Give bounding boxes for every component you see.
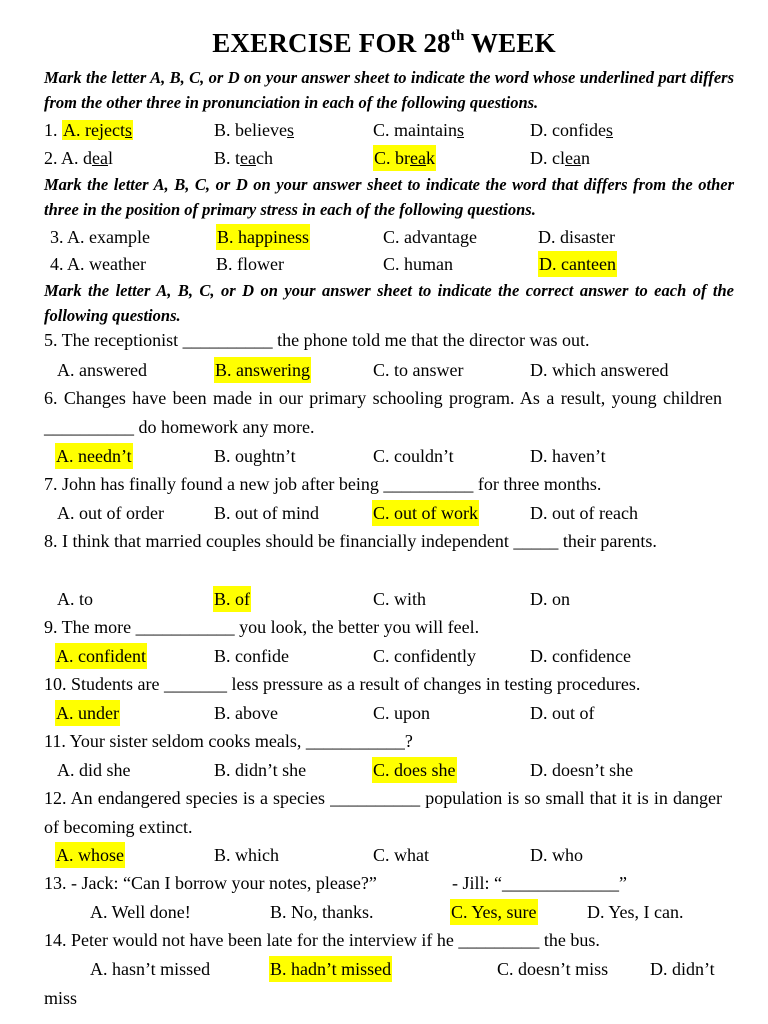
question-6-text: 6. Changes have been made in our primary schooling program. As a result, young children __________ do homework any more. [44, 388, 722, 437]
question-11-options [0, 757, 768, 783]
option-1b[interactable]: B. believes [214, 120, 294, 140]
option-14d[interactable]: D. didn’t [650, 959, 715, 979]
question-10-options [0, 700, 768, 726]
instruction-pronunciation: Mark the letter A, B, C, or D on your answer sheet to indicate the word whose underlined part differs from the other three in pronunciation in each of the following questions. [44, 68, 734, 112]
option-2a[interactable]: 2. A. deal [44, 148, 114, 168]
question-9-text: 9. The more ___________ you look, the better you will feel. [44, 617, 480, 637]
option-13d[interactable]: D. Yes, I can. [587, 902, 684, 922]
question-13-jill: - Jill: “_____________” [452, 873, 627, 893]
option-2c[interactable]: C. break [373, 145, 436, 171]
option-3d[interactable]: D. disaster [538, 227, 615, 247]
option-12c[interactable]: C. what [373, 845, 429, 865]
option-4d[interactable]: D. canteen [538, 251, 617, 277]
question-13-options [0, 899, 768, 925]
option-4b[interactable]: B. flower [216, 254, 284, 274]
question-2 [0, 145, 768, 171]
option-13b[interactable]: B. No, thanks. [270, 902, 374, 922]
option-7b[interactable]: B. out of mind [214, 503, 320, 523]
option-9d[interactable]: D. confidence [530, 646, 631, 666]
question-4 [0, 251, 768, 277]
question-5-text: 5. The receptionist __________ the phone told me that the director was out. [44, 330, 590, 350]
option-3c[interactable]: C. advantage [383, 227, 477, 247]
option-13c[interactable]: C. Yes, sure [450, 899, 538, 925]
option-14c[interactable]: C. doesn’t miss [497, 959, 609, 979]
option-8a[interactable]: A. to [57, 589, 93, 609]
question-7-text: 7. John has finally found a new job after being __________ for three months. [44, 474, 602, 494]
option-12a[interactable]: A. whose [55, 842, 125, 868]
option-7d[interactable]: D. out of reach [530, 503, 638, 523]
question-1 [0, 117, 768, 143]
option-14d-continued: miss [44, 988, 78, 1008]
option-14a[interactable]: A. hasn’t missed [90, 959, 211, 979]
question-12-text: 12. An endangered species is a species __________ population is so small that it is in danger of becoming extinct. [44, 788, 722, 837]
question-13-jack: 13. - Jack: “Can I borrow your notes, please?” [44, 873, 377, 893]
option-2d[interactable]: D. clean [530, 148, 590, 168]
option-3a[interactable]: 3. A. example [50, 227, 150, 247]
question-5-options [0, 357, 768, 383]
question-13-text [0, 870, 768, 896]
option-11b[interactable]: B. didn’t she [214, 760, 307, 780]
question-14-text: 14. Peter would not have been late for the interview if he _________ the bus. [44, 930, 600, 950]
option-12d[interactable]: D. who [530, 845, 583, 865]
option-11a[interactable]: A. did she [57, 760, 131, 780]
option-10c[interactable]: C. upon [373, 703, 431, 723]
option-9b[interactable]: B. confide [214, 646, 289, 666]
option-9a[interactable]: A. confident [55, 643, 147, 669]
option-9c[interactable]: C. confidently [373, 646, 476, 666]
option-4c[interactable]: C. human [383, 254, 453, 274]
question-12-options [0, 842, 768, 868]
question-14-options [0, 956, 768, 982]
option-6c[interactable]: C. couldn’t [373, 446, 454, 466]
title-text-rest: WEEK [464, 28, 556, 58]
option-3b[interactable]: B. happiness [216, 224, 310, 250]
option-5a[interactable]: A. answered [57, 360, 147, 380]
option-8b[interactable]: B. of [213, 586, 251, 612]
option-11c[interactable]: C. does she [372, 757, 457, 783]
option-5b[interactable]: B. answering [214, 357, 311, 383]
option-6a[interactable]: A. needn’t [55, 443, 133, 469]
option-11d[interactable]: D. doesn’t she [530, 760, 634, 780]
option-1d[interactable]: D. confides [530, 120, 613, 140]
instruction-stress: Mark the letter A, B, C, or D on your answer sheet to indicate the word that differs from the other three in the position of primary stress in each of the following questions. [44, 175, 734, 219]
option-4a[interactable]: 4. A. weather [50, 254, 146, 274]
option-14b[interactable]: B. hadn’t missed [269, 956, 392, 982]
question-9-options [0, 643, 768, 669]
question-6-options [0, 443, 768, 469]
option-8d[interactable]: D. on [530, 589, 570, 609]
option-6b[interactable]: B. oughtn’t [214, 446, 296, 466]
option-10b[interactable]: B. above [214, 703, 278, 723]
option-7c[interactable]: C. out of work [372, 500, 479, 526]
question-3 [0, 224, 768, 250]
option-12b[interactable]: B. which [214, 845, 279, 865]
title-superscript: th [450, 28, 465, 44]
option-7a[interactable]: A. out of order [57, 503, 164, 523]
question-7-options [0, 500, 768, 526]
question-14-wrap [0, 985, 768, 1011]
option-5c[interactable]: C. to answer [373, 360, 464, 380]
option-6d[interactable]: D. haven’t [530, 446, 606, 466]
title-text: EXERCISE FOR 28 [212, 28, 451, 58]
option-5d[interactable]: D. which answered [530, 360, 669, 380]
option-1c[interactable]: C. maintains [373, 120, 465, 140]
instruction-correct-answer: Mark the letter A, B, C, or D on your answer sheet to indicate the correct answer to each of the following questions. [44, 281, 734, 325]
question-11-text: 11. Your sister seldom cooks meals, ___________? [44, 731, 413, 751]
page-title [0, 28, 768, 59]
question-8-options [0, 586, 768, 612]
option-8c[interactable]: C. with [373, 589, 427, 609]
option-10a[interactable]: A. under [55, 700, 120, 726]
question-10-text: 10. Students are _______ less pressure as a result of changes in testing procedures. [44, 674, 641, 694]
question-8-text: 8. I think that married couples should be financially independent _____ their parents. [44, 531, 657, 551]
option-1a[interactable]: 1. A. rejects [44, 120, 132, 140]
option-2b[interactable]: B. teach [214, 148, 273, 168]
option-10d[interactable]: D. out of [530, 703, 595, 723]
option-13a[interactable]: A. Well done! [90, 902, 191, 922]
